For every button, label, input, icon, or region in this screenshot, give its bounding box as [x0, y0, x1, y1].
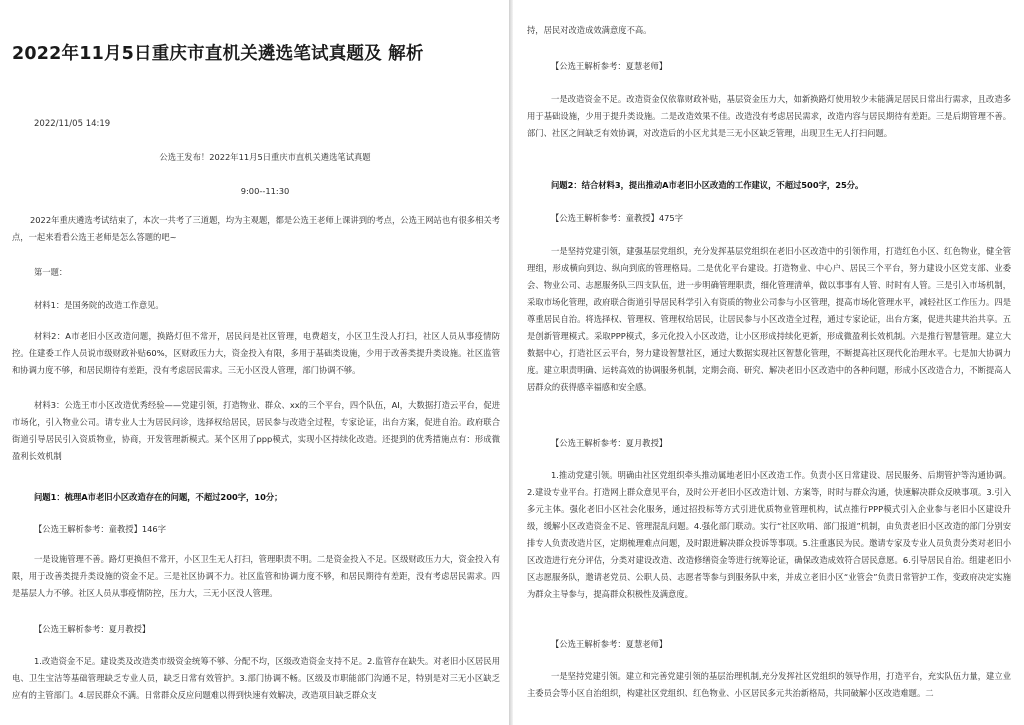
reference-label-5: 【公选王解析参考：夏月教授】	[551, 438, 668, 448]
reference-answer-6: 一是坚持党建引领。建立和完善党建引领的基层治理机制,充分发挥社区党组织的领导作用，打造平台，充实队伍力量，建立业主委员会等小区自治组织，构建社区党组织、红色物业、小区居民多元共治新格局，共同破解小区改造难题。二	[527, 671, 1011, 698]
intro-paragraph: 2022年重庆遴选考试结束了，本次一共考了三道题，均为主观题，都是公选王老师上课讲到的考点，公选王网站也有很多相关考点，一起来看看公选王老师是怎么答题的吧~	[12, 215, 500, 242]
reference-label-4: 【公选王解析参考：童教授】475字	[551, 213, 683, 223]
reference-label-3: 【公选王解析参考：夏慧老师】	[551, 61, 668, 71]
reference-label-2: 【公选王解析参考：夏月教授】	[34, 624, 151, 634]
material-2: 材料2：A市老旧小区改造问题，换路灯但不常开，居民问是社区管理，电费超支，小区卫生没人打扫，社区人员从事疫情防控。住建委工作人员说市级财政补贴60%，区财政压力大，资金投入有限，多用于基础类设施，少用于改善类提升类设施。社区监管和协调力度不够，和居民期待有差距，没有考虑居民需求。三无小区没人管理，部门协调不够。	[12, 331, 500, 375]
publish-date: 2022/11/05 14:19	[34, 119, 111, 129]
left-page	[0, 0, 509, 725]
announce-line: 公选王发布！2022年11月5日重庆市直机关遴选笔试真题	[159, 152, 371, 162]
reference-label-6: 【公选王解析参考：夏慧老师】	[551, 639, 668, 649]
reference-answer-2: 1.改造资金不足。建设类及改造类市级资金统筹不够、分配不均，区级改造资金支持不足。2.监管存在缺失。对老旧小区居民用电、卫生宝洁等基础管理缺乏专业人员，缺乏日常有效管护。3.部门协调不畅。区级及市职能部门沟通不足，特别是对三无小区缺乏应有的主管部门。4.居民群众不满。日常群众反应问题难以得到快速有效解决，改造项目缺乏群众支	[12, 656, 500, 700]
material-1: 材料1：是国务院的改造工作意见。	[34, 300, 164, 310]
question-one-heading: 第一题：	[34, 267, 68, 277]
continued-line: 持，居民对改造成效满意度不高。	[527, 25, 652, 35]
exam-time: 9:00--11:30	[240, 186, 290, 196]
reference-answer-3: 一是改造资金不足。改造资金仅依靠财政补贴，基层资金压力大，如新换路灯使用较少未能满足居民日常出行需求，且改造多用于基础设施，少用于提升类设施。二是改造效果不佳。改造没有考虑居民需求，改造内容与居民期待有差距。三是后期管理不善。部门、社区之间缺乏有效协调，对改造后的小区尤其是三无小区缺乏管理，出现卫生无人打扫问题。	[527, 94, 1011, 138]
reference-answer-4: 一是坚持党建引领，建强基层党组织，充分发挥基层党组织在老旧小区改造中的引领作用，打造红色小区、红色物业，健全管理组，形成横向到边、纵向到底的管理格局。二是优化平台建设。打造物业、中心户、居民三个平台，努力建设小区党支部、业委会、物业公司、志愿服务队三四支队伍，进一步明确管理职责，细化管理清单，做以事事有人管、时时有人管。三是引入市场机制，采取市场化管理，政府联合街道引导居民科学引入有资质的物业公司参与小区管理，提高市场化管理水平，减轻社区工作压力。四是尊重居民自治。将选择权、管理权、管理权给居民，让居民参与小区改造全过程，通过专家论证，出台方案，促进共建共治共享。五是创新管理模式。采取PPP模式，多元化投入小区改造，让小区形成持续化更新，形成微盈利长效机制。六是推行智慧管理。建立大数据中心，打造社区云平台，努力建设智慧社区，通过大数据实现社区智慧化管理，不断提高社区现代化治理水平。七是加大协调力度。建立职责明确、运转高效的协调服务机制，定期会商、研究、解决老旧小区改造中的各种问题，形成小区改造合力，不断提高人居群众的获得感幸福感和安全感。	[527, 246, 1011, 392]
article-title: 2022年11月5日重庆市直机关遴选笔试真题及 解析	[12, 44, 424, 64]
reference-answer-5: 1.推动党建引领。明确由社区党组织牵头推动属地老旧小区改造工作。负责小区日常建设、居民服务、后期管护等沟通协调。2.建设专业平台。打造网上群众意见平台，及时公开老旧小区改造计划、方案等，时时与群众沟通，快速解决群众反映事项。3.引入多元主体。强化老旧小区社会化服务，通过招投标等方式引进优质物业管理机构，试点推行PPP模式引入企业参与老旧小区建设升级，缓解小区改造资金不足、管理混乱问题。4.强化部门联动。实行“社区吹哨、部门报道”机制，由负责老旧小区改造的部门分别安排专人负责改造片区，定期梳理难点问题，及时跟进解决群众投诉等事项。5.注重惠民为民。邀请专家及专业人员负责分类对老旧小区改造进行充分评估，分类对建设改造、改造修缮资金等进行统筹论证，确保改造成效符合居民意愿。6.引导居民自治。组建老旧小区志愿服务队，邀请老党员、公职人员、志愿者等参与到服务队中来，并成立老旧小区“业管会”负责日常管护工作，变政府决定实施为群众主导参与，提高群众积极性及满意度。	[527, 470, 1011, 599]
reference-label-1: 【公选王解析参考：童教授】146字	[34, 524, 166, 534]
question-1: 问题1：梳理A市老旧小区改造存在的问题，不超过200字，10分；	[34, 492, 283, 502]
material-3: 材料3：公选王市小区改造优秀经验——党建引领，打造物业、群众、xx的三个平台，四个队伍，AI，大数据打造云平台，促进市场化，引入物业公司。请专业人士为居民问诊，选择权给居民，居民参与改造全过程，专家论证，出台方案，促进自治。政府联合街道引导居民引入资质物业，协商，开发管理新模式。某个区用了ppp模式，实现小区持续化改造。还提到的优秀措施点有：形成微盈利长效机制	[12, 400, 500, 461]
question-2: 问题2：结合材料3，提出推动A市老旧小区改造的工作建议，不超过500字，25分。	[551, 180, 864, 190]
reference-answer-1: 一是设施管理不善。路灯更换但不常开，小区卫生无人打扫，管理职责不明。二是资金投入不足。区级财政压力大，资金投入有限，用于改善类提升类设施的资金不足。三是社区协调不力。社区监管和协调力度不够，和居民期待有差距，没有考虑居民需求。四是基层人力不够。社区人员从事疫情防控，压力大，三无小区没人管理。	[12, 554, 500, 598]
right-page	[513, 0, 1024, 725]
